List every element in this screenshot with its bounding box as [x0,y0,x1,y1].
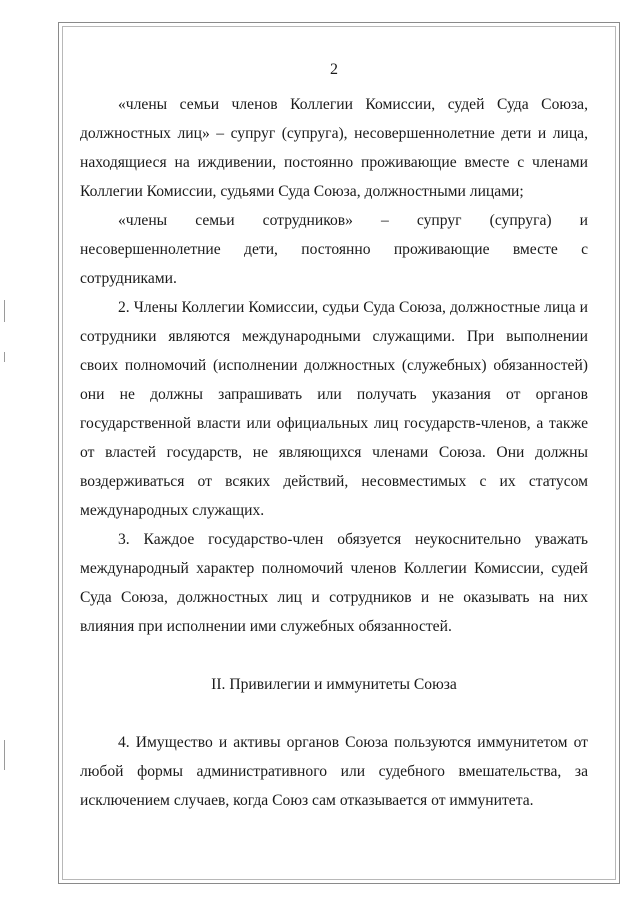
scan-edge-mark [4,300,5,322]
paragraph-family-members-officials: «члены семьи членов Коллегии Комиссии, судей Суда Союза, должностных лиц» – супруг (супруга), несовершеннолетние дети и лица, находящиеся на иждивении, постоянно проживающие вместе с членами Коллегии Комиссии, судьями Суда Союза, должностными лицами; [80,96,588,200]
scan-edge-mark [4,352,5,362]
paragraph-family-members-staff: «члены семьи сотрудников» – супруг (супруга) и несовершеннолетние дети, постоянно проживающие вместе с сотрудниками. [80,212,588,287]
paragraph-item-4: 4. Имущество и активы органов Союза пользуются иммунитетом от любой формы административного или судебного вмешательства, за исключением случаев, когда Союз сам отказывается от иммунитета. [80,734,588,809]
paragraph-item-3: 3. Каждое государство-член обязуется неукоснительно уважать международный характер полномочий членов Коллегии Комиссии, судей Суда Союза, должностных лиц и сотрудников и не оказывать на них влияния при исполнении ими служебных обязанностей. [80,531,588,635]
paragraph-item-2: 2. Члены Коллегии Комиссии, судьи Суда Союза, должностные лица и сотрудники являются международными служащими. При выполнении своих полномочий (исполнении должностных (служебных) обязанностей) они не должны запрашивать или получать указания от органов государственной власти или официальных лиц государств-членов, а также от властей государств, не являющихся членами Союза. Они должны воздерживаться от всяких действий, несовместимых с их статусом международных служащих. [80,299,588,519]
scan-edge-mark [4,740,5,770]
page-number: 2 [330,61,338,78]
document-page [80,60,588,815]
section-title: II. Привилегии и иммунитеты Союза [211,676,457,693]
